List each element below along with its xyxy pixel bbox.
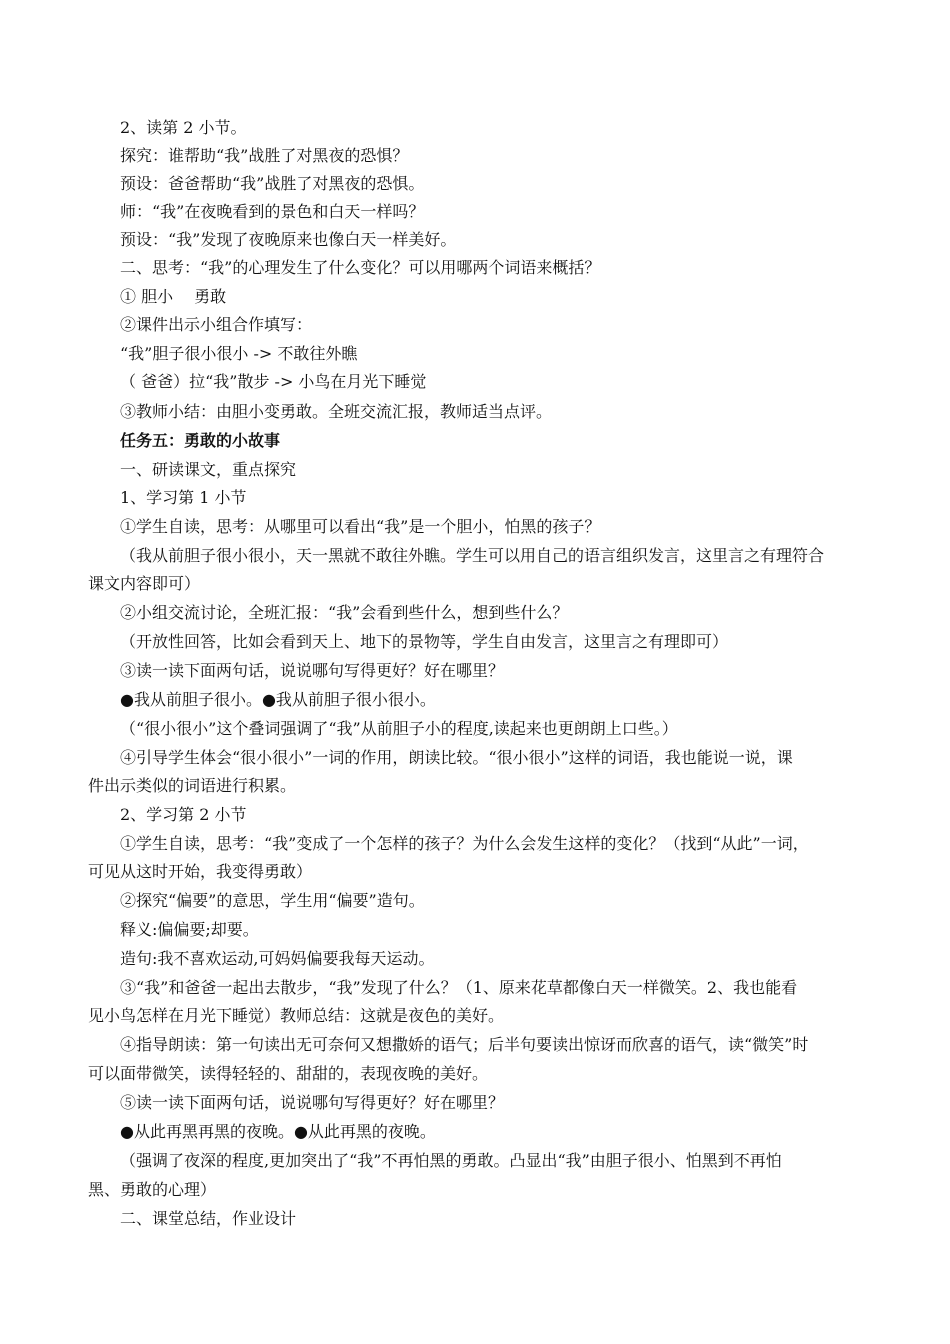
text-line: （我从前胆子很小很小，天一黑就不敢往外瞧。学生可以用自己的语言组织发言，这里言之有理符合 (120, 546, 825, 565)
text-line: ④引导学生体会“很小很小”一词的作用，朗读比较。“很小很小”这样的词语，我也能说一说，课 (120, 748, 793, 767)
text-line: ③“我”和爸爸一起出去散步，“我”发现了什么？（1、原来花草都像白天一样微笑。2、我也能看 (120, 978, 798, 997)
text-line: 预设：爸爸帮助“我”战胜了对黑夜的恐惧。 (120, 174, 425, 193)
text-line: 可见从这时开始，我变得勇敢） (88, 862, 313, 881)
text-line: 探究：谁帮助“我”战胜了对黑夜的恐惧？ (120, 146, 409, 165)
text-line: 1、学习第 1 小节 (120, 488, 247, 507)
text-line: ③教师小结：由胆小变勇敢。全班交流汇报，教师适当点评。 (120, 402, 553, 421)
text-line: 一、研读课文，重点探究 (120, 460, 297, 479)
text-line: ①学生自读，思考：“我”变成了一个怎样的孩子？为什么会发生这样的变化？（找到“从此”一词， (120, 834, 809, 853)
text-line: ②课件出示小组合作填写： (120, 315, 313, 334)
text-line: 二、思考：“我”的心理发生了什么变化？可以用哪两个词语来概括？ (120, 258, 601, 277)
text-line: ●从此再黑再黑的夜晚。●从此再黑的夜晚。 (120, 1122, 436, 1141)
section-heading: 任务五：勇敢的小故事 (120, 431, 281, 450)
text-line: 课文内容即可） (88, 574, 201, 593)
text-line: 可以面带微笑，读得轻轻的、甜甜的，表现夜晚的美好。 (88, 1064, 489, 1083)
text-line: “我”胆子很小很小 -> 不敢往外瞧 (120, 344, 358, 363)
text-line: 件出示类似的词语进行积累。 (88, 776, 297, 795)
text-line: ③读一读下面两句话，说说哪句写得更好？好在哪里？ (120, 661, 505, 680)
text-line: ②探究“偏要”的意思，学生用“偏要”造句。 (120, 891, 425, 910)
text-line: （开放性回答，比如会看到天上、地下的景物等，学生自由发言，这里言之有理即可） (120, 632, 729, 651)
text-line: 黑、勇敢的心理） (88, 1180, 217, 1199)
text-line: ②小组交流讨论，全班汇报：“我”会看到些什么，想到些什么？ (120, 603, 569, 622)
text-line: （“很小很小”这个叠词强调了“我”从前胆子小的程度,读起来也更朗朗上口些。） (120, 719, 678, 738)
text-line: 造句:我不喜欢运动,可妈妈偏要我每天运动。 (120, 949, 435, 968)
text-line: ⑤读一读下面两句话，说说哪句写得更好？好在哪里？ (120, 1093, 505, 1112)
text-line: 释义:偏偏要;却要。 (120, 920, 259, 939)
text-line: 2、读第 2 小节。 (120, 118, 247, 137)
text-line: ① 胆小 勇敢 (120, 287, 227, 306)
text-line: （强调了夜深的程度,更加突出了“我”不再怕黑的勇敢。凸显出“我”由胆子很小、怕黑到不再怕 (120, 1151, 782, 1170)
text-line: 预设：“我”发现了夜晚原来也像白天一样美好。 (120, 230, 457, 249)
text-line: 见小鸟怎样在月光下睡觉）教师总结：这就是夜色的美好。 (88, 1006, 505, 1025)
text-line: （ 爸爸）拉“我”散步 -> 小鸟在月光下睡觉 (120, 372, 427, 391)
text-line: 师：“我”在夜晚看到的景色和白天一样吗？ (120, 202, 425, 221)
text-line: ●我从前胆子很小。●我从前胆子很小很小。 (120, 690, 436, 709)
text-line: ①学生自读，思考：从哪里可以看出“我”是一个胆小，怕黑的孩子？ (120, 517, 601, 536)
text-line: 2、学习第 2 小节 (120, 805, 247, 824)
text-line: 二、课堂总结，作业设计 (120, 1209, 297, 1228)
text-line: ④指导朗读：第一句读出无可奈何又想撒娇的语气；后半句要读出惊讶而欣喜的语气，读“微笑”时 (120, 1035, 809, 1054)
